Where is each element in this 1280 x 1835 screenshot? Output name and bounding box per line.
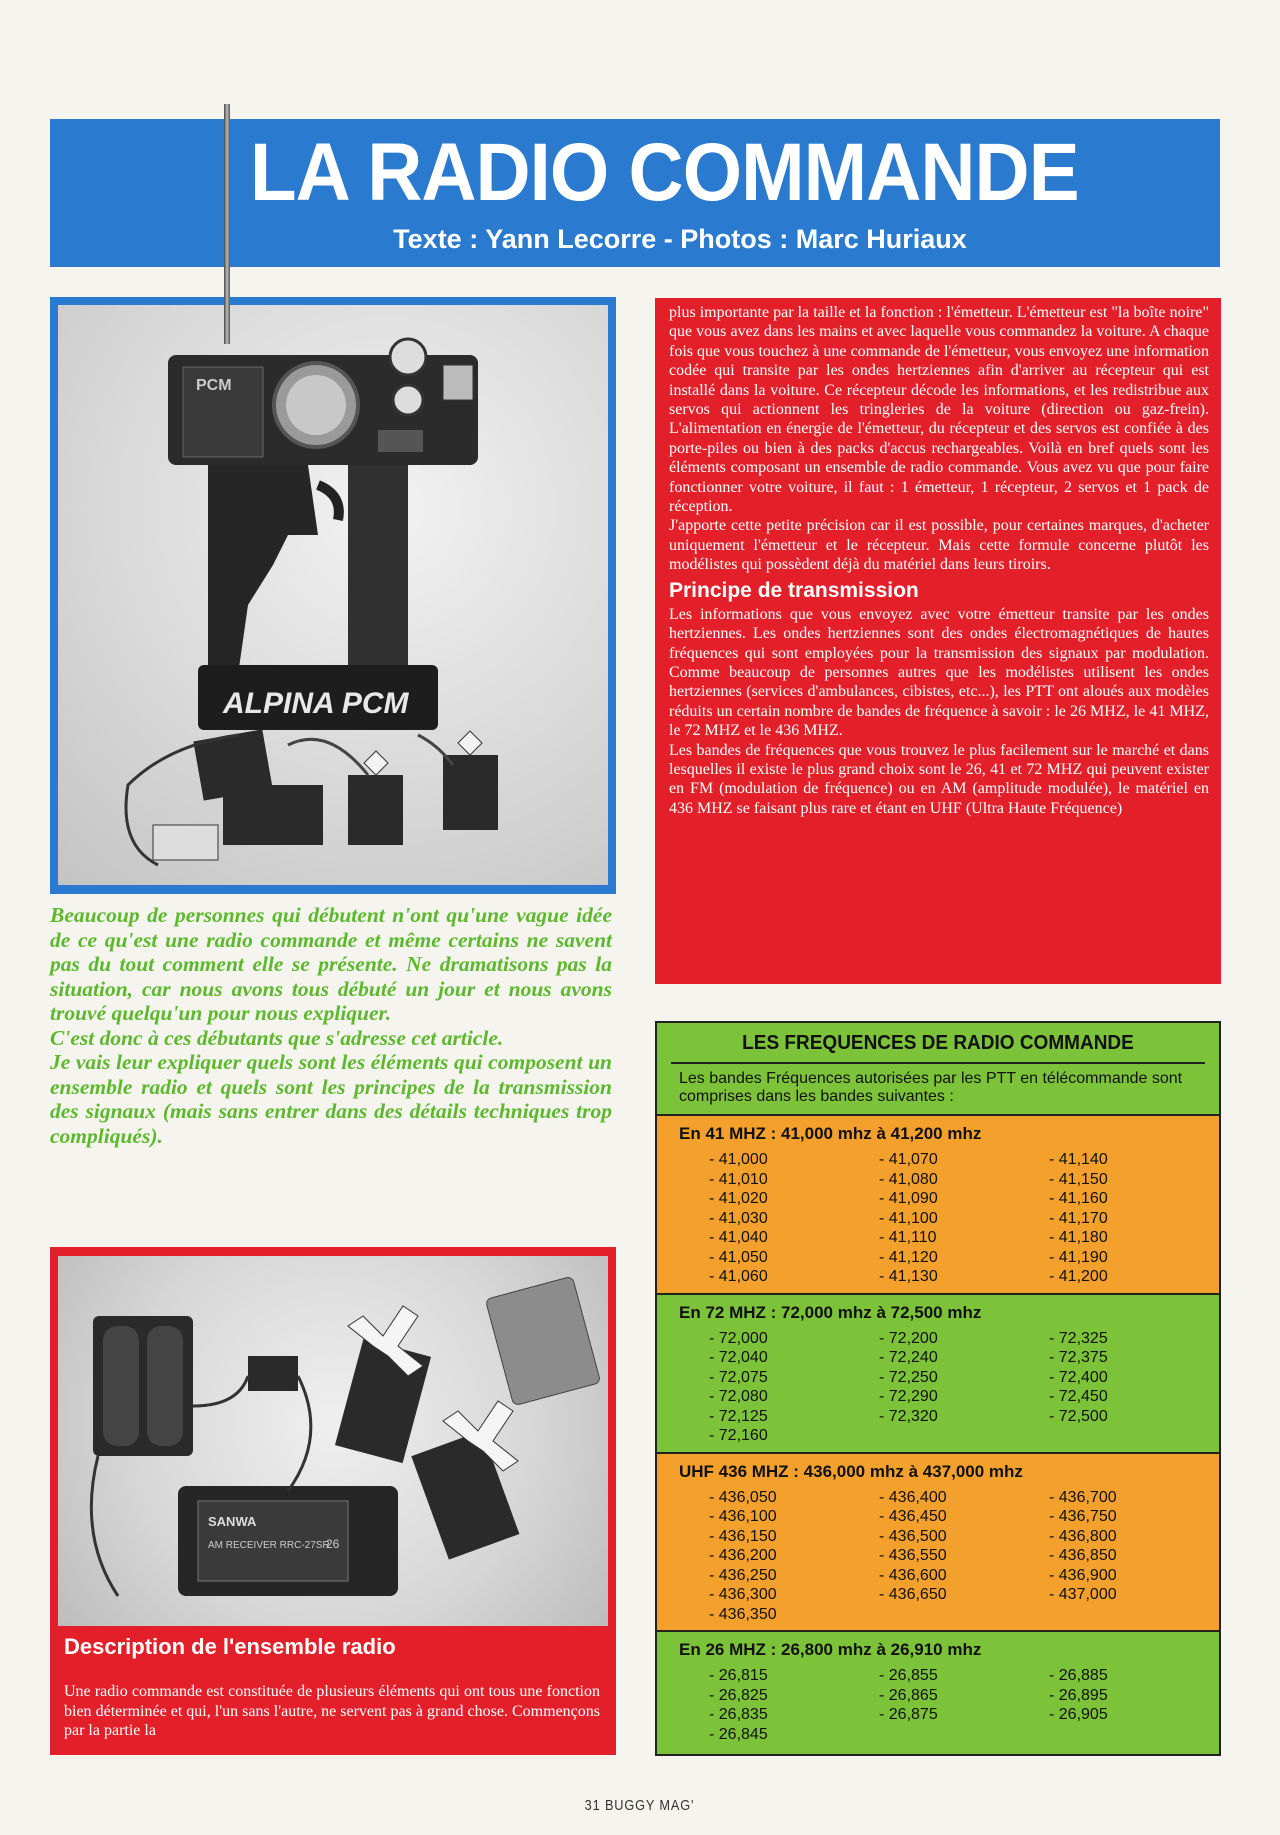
frequency-value: - 41,130: [879, 1268, 938, 1285]
frequency-value: - 436,550: [879, 1547, 947, 1564]
frequency-band-columns: [657, 1329, 1219, 1446]
frequency-value: - 72,375: [1049, 1349, 1108, 1366]
frequency-value: - 41,200: [1049, 1268, 1108, 1285]
frequency-value: - 72,080: [709, 1388, 768, 1405]
frequency-value: - 26,875: [879, 1706, 938, 1723]
frequency-table: [655, 1021, 1221, 1756]
frequency-value: - 436,900: [1049, 1566, 1117, 1584]
frequency-value: - 41,080: [879, 1170, 938, 1188]
frequency-value: - 436,700: [1049, 1488, 1117, 1506]
transmitter-illustration: [58, 305, 608, 885]
frequency-value: - 72,250: [879, 1368, 938, 1386]
page-title: LA RADIO COMMANDE: [250, 127, 1079, 218]
frequency-band-columns: [657, 1666, 1219, 1744]
frequency-value: - 41,030: [709, 1209, 768, 1227]
frequency-value: - 436,250: [709, 1566, 777, 1584]
intro-paragraph: Je vais leur expliquer quels sont les éléments qui composent un ensemble radio et quels sont les principes de la transmission des signaux (mais sans entrer dans des détails techniques trop compliqués).: [50, 1050, 612, 1148]
frequency-value: - 436,800: [1049, 1527, 1117, 1545]
frequency-value: - 72,000: [709, 1329, 768, 1347]
receiver-model-label: AM RECEIVER RRC-27SR: [208, 1540, 330, 1551]
frequency-table-header: [657, 1023, 1219, 1116]
description-text: Une radio commande est constituée de plusieurs éléments qui ont tous une fonction bien déterminée et qui, l'un sans l'autre, ne servent pas à grand chose. Commençons par la partie la: [64, 1683, 600, 1739]
frequency-band-title: En 41 MHZ : 41,000 mhz à 41,200 mhz: [679, 1124, 982, 1143]
frequency-value: - 26,855: [879, 1667, 938, 1684]
frequency-value: - 26,895: [1049, 1686, 1108, 1704]
frequency-value: - 26,865: [879, 1686, 938, 1704]
frequency-value: - 72,040: [709, 1349, 768, 1366]
frequency-column: [709, 1329, 879, 1446]
frequency-value: - 436,150: [709, 1527, 777, 1545]
frequency-column: [709, 1666, 879, 1744]
frequency-band-columns: [657, 1488, 1219, 1625]
right-text-content: [669, 303, 1209, 818]
alpina-pcm-logo: ALPINA PCM: [223, 687, 409, 720]
frequency-value: - 436,200: [709, 1547, 777, 1564]
frequency-value: - 41,000: [709, 1151, 768, 1168]
description-heading: Description de l'ensemble radio: [64, 1634, 396, 1659]
frequency-value: - 26,825: [709, 1686, 768, 1704]
frequency-column: [879, 1488, 1049, 1625]
antenna-graphic: [224, 104, 230, 344]
frequency-value: - 26,845: [709, 1725, 768, 1743]
frequency-value: - 72,325: [1049, 1329, 1108, 1347]
frequency-value: - 436,500: [879, 1527, 947, 1545]
frequency-value: - 436,450: [879, 1508, 947, 1525]
frequency-band-title: En 72 MHZ : 72,000 mhz à 72,500 mhz: [679, 1302, 982, 1322]
frequency-value: - 72,125: [709, 1407, 768, 1425]
frequency-value: - 26,835: [709, 1706, 768, 1723]
sanwa-label: SANWA: [208, 1514, 257, 1529]
section-heading: Principe de transmission: [669, 578, 919, 602]
frequency-table-title: LES FREQUENCES DE RADIO COMMANDE: [671, 1023, 1205, 1064]
frequency-band: [657, 1295, 1219, 1454]
frequency-value: - 72,320: [879, 1407, 938, 1425]
frequency-value: - 72,240: [879, 1349, 938, 1366]
frequency-column: [1049, 1488, 1219, 1625]
intro-paragraph: Beaucoup de personnes qui débutent n'ont qu'une vague idée de ce qu'est une radio commande et même certains ne savent pas du tout comment elle se présente. Ne dramatisons pas la situation, car nous avons tous débuté un jour et nous avons trouvé quelqu'un pour nous expliquer.: [50, 903, 612, 1025]
frequency-value: - 72,200: [879, 1329, 938, 1347]
frequency-value: - 41,020: [709, 1190, 768, 1207]
right-paragraph: Les informations que vous envoyez avec votre émetteur transite par les ondes hertziennes. Les ondes hertziennes sont des ondes électromagnétiques de hautes fréquences qui sont employées pour la transmission des signaux par modulation. Comme beaucoup de personnes autres que les modélistes utilisent les ondes hertziennes (services d'ambulances, cibistes, etc...), les PTT ont aloués aux modèles réduits un certain nombre de bandes de fréquence à savoir : le 26 MHZ, le 41 MHZ, le 72 MHZ et le 436 MHZ.: [669, 605, 1209, 740]
frequency-table-intro: Les bandes Fréquences autorisées par les PTT en télécommande sont comprises dans les bandes suivantes :: [679, 1070, 1183, 1105]
frequency-value: - 26,905: [1049, 1706, 1108, 1723]
frequency-column: [1049, 1666, 1219, 1744]
frequency-column: [879, 1150, 1049, 1287]
frequency-value: - 437,000: [1049, 1586, 1117, 1603]
frequency-column: [1049, 1329, 1219, 1446]
frequency-value: - 436,050: [709, 1488, 777, 1506]
intro-text: [50, 903, 612, 1148]
frequency-value: - 436,650: [879, 1586, 947, 1603]
frequency-value: - 72,450: [1049, 1388, 1108, 1405]
frequency-value: - 436,400: [879, 1488, 947, 1506]
frequency-value: - 41,090: [879, 1190, 938, 1207]
pcm-plate-text: PCM: [196, 377, 232, 394]
frequency-band: [657, 1632, 1219, 1754]
frequency-value: - 436,600: [879, 1566, 947, 1584]
frequency-value: - 41,180: [1049, 1229, 1108, 1246]
frequency-value: - 72,290: [879, 1388, 938, 1405]
frequency-column: [879, 1666, 1049, 1744]
frequency-column: [1049, 1150, 1219, 1287]
frequency-band-title: En 26 MHZ : 26,800 mhz à 26,910 mhz: [679, 1640, 982, 1659]
frequency-column: [709, 1150, 879, 1287]
frequency-value: - 41,040: [709, 1229, 768, 1246]
frequency-band: [657, 1116, 1219, 1295]
frequency-value: - 436,750: [1049, 1508, 1117, 1525]
frequency-column: [879, 1329, 1049, 1446]
receiver-photo: [58, 1256, 608, 1626]
frequency-value: - 436,350: [709, 1605, 777, 1623]
frequency-band-title: UHF 436 MHZ : 436,000 mhz à 437,000 mhz: [679, 1461, 1023, 1481]
frequency-value: - 72,400: [1049, 1368, 1108, 1386]
frequency-value: - 41,140: [1049, 1151, 1108, 1168]
transmitter-photo: [58, 305, 608, 885]
frequency-column: [709, 1488, 879, 1625]
receiver-channel-label: 26: [326, 1537, 340, 1551]
frequency-value: - 72,075: [709, 1368, 768, 1386]
frequency-value: - 41,010: [709, 1170, 768, 1188]
frequency-value: - 436,850: [1049, 1547, 1117, 1564]
right-paragraph: plus importante par la taille et la fonction : l'émetteur. L'émetteur est "la boîte noire" que vous avez dans les mains et avec laquelle vous commandez la voiture. A chaque fois que vous touchez à une commande de l'émetteur, vous envoyez une information codée qui transite par les ondes hertziennes afin d'arriver au récepteur qui est installé dans la voiture. Ce récepteur décode les informations, et les redistribue aux servos qui actionnent les tringleries de la voiture (direction ou gaz-frein). L'alimentation en énergie de l'émetteur, du récepteur et des servos est confiée à des porte-piles ou bien à des packs d'accus rechargeables. Voilà en bref quels sont les éléments composant un ensemble de radio commande. Vous avez vu que pour faire fonctionner votre voiture, il faut : 1 émetteur, 1 récepteur, 2 servos et 1 pack de réception.: [669, 304, 1209, 516]
frequency-value: - 41,100: [879, 1209, 938, 1227]
frequency-value: - 41,160: [1049, 1190, 1108, 1207]
frequency-value: - 41,150: [1049, 1170, 1108, 1188]
frequency-value: - 41,110: [879, 1229, 937, 1246]
frequency-band: [657, 1454, 1219, 1633]
frequency-value: - 26,815: [709, 1667, 768, 1684]
frequency-value: - 41,050: [709, 1248, 768, 1266]
right-paragraph: Les bandes de fréquences que vous trouvez le plus facilement sur le marché et dans lesquelles il existe le plus grand choix sont le 26, 41 et 72 MHZ qui peuvent exister en FM (modulation de fréquence) ou en AM (amplitude modulée), le matériel en 436 MHZ se faisant plus rare et étant en UHF (Ultra Haute Fréquence): [669, 741, 1209, 817]
frequency-value: - 41,120: [879, 1248, 938, 1266]
frequency-value: - 41,060: [709, 1268, 768, 1285]
receiver-illustration: [58, 1256, 608, 1626]
frequency-band-columns: [657, 1150, 1219, 1287]
right-paragraph: J'apporte cette petite précision car il est possible, pour certaines marques, d'acheter uniquement l'émetteur et le récepteur. Mais cette formule concerne plutôt les modélistes qui possèdent déjà du matériel dans leurs tiroirs.: [669, 517, 1209, 574]
frequency-value: - 436,100: [709, 1508, 777, 1525]
frequency-value: - 41,170: [1049, 1209, 1108, 1227]
page-footer: 31 BUGGY MAG': [584, 1797, 695, 1814]
frequency-value: - 72,500: [1049, 1407, 1108, 1425]
frequency-value: - 436,300: [709, 1586, 777, 1603]
intro-paragraph: C'est donc à ces débutants que s'adresse cet article.: [50, 1025, 504, 1050]
frequency-value: - 41,070: [879, 1151, 938, 1168]
frequency-value: - 72,160: [709, 1427, 768, 1444]
byline: Texte : Yann Lecorre - Photos : Marc Huriaux: [393, 224, 967, 254]
frequency-value: - 41,190: [1049, 1248, 1108, 1266]
frequency-value: - 26,885: [1049, 1667, 1108, 1684]
